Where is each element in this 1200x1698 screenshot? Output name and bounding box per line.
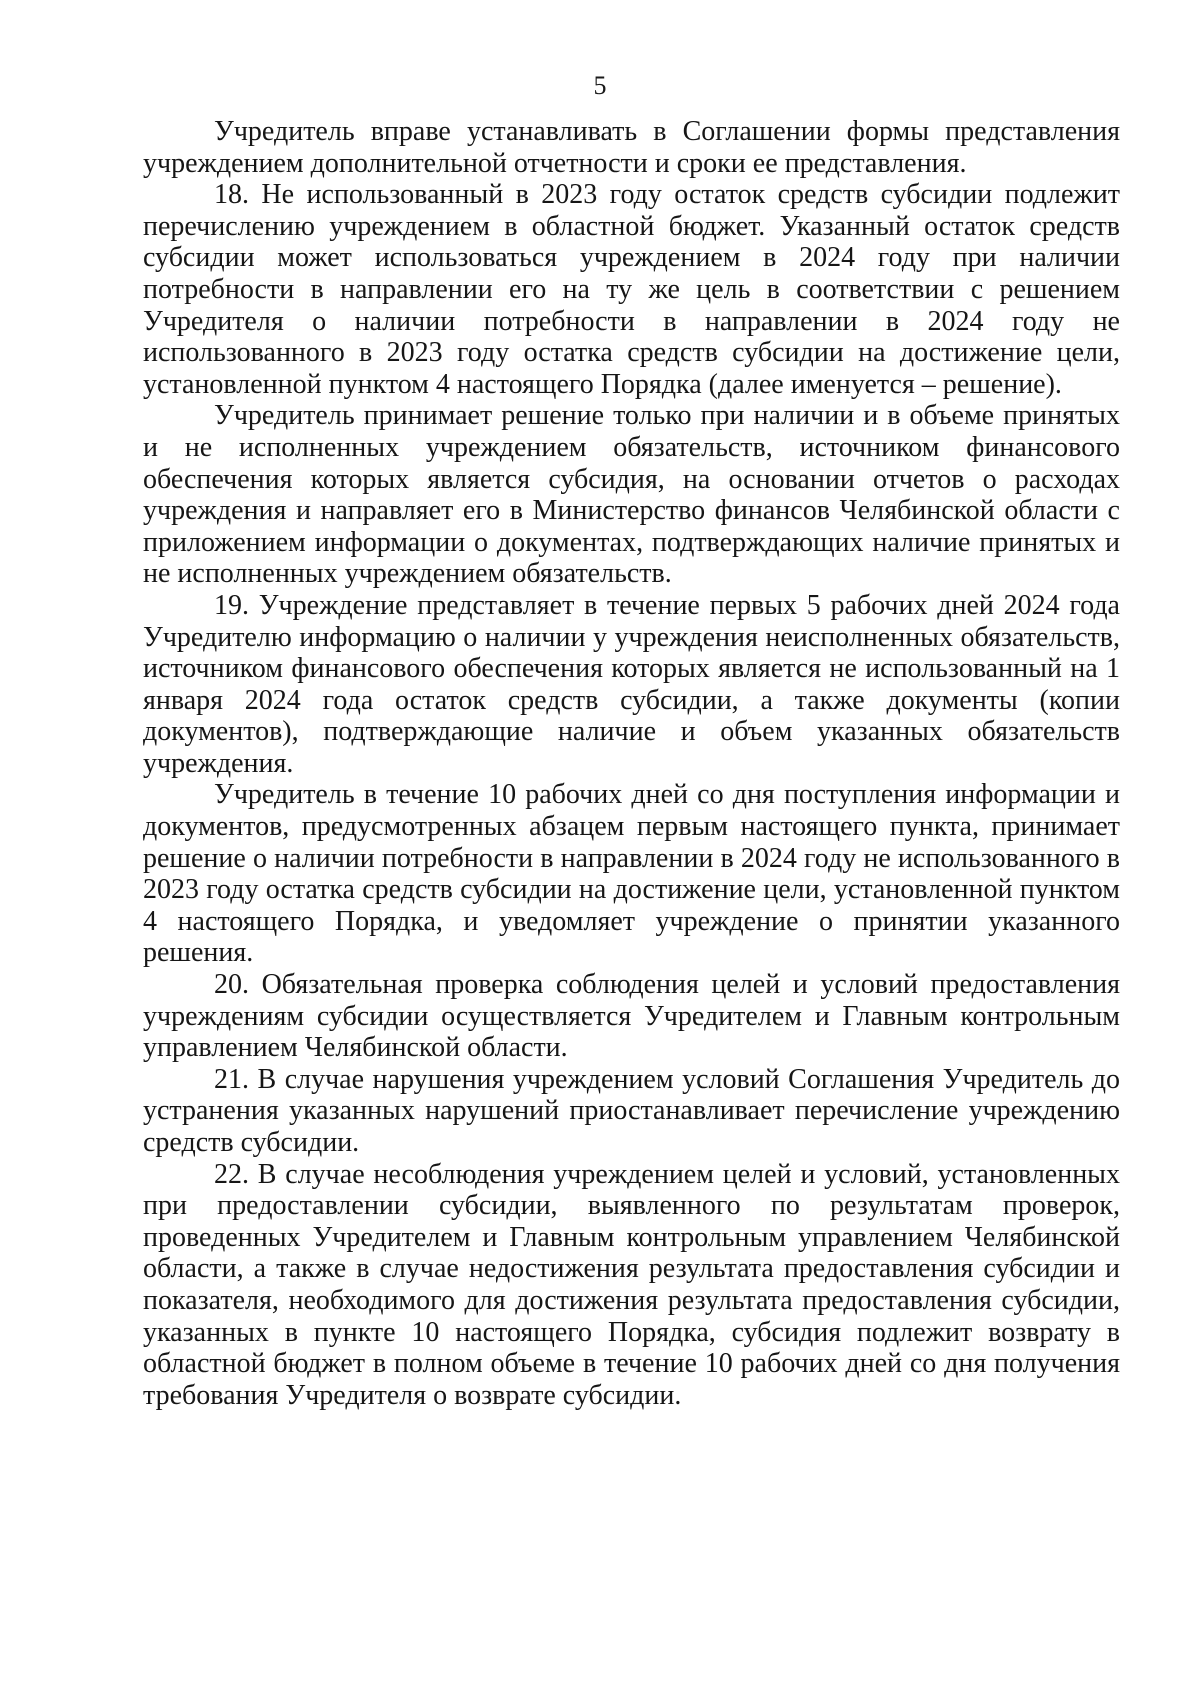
paragraph-item-18: 18. Не использованный в 2023 году остаток средств субсидии подлежит перечислению учреждением в областной бюджет. Указанный остаток средств субсидии может использоваться учреждением в 2024 году при наличии потребности в направлении его на ту же цель в соответствии с решением Учредителя о наличии потребности в направлении в 2024 году не использованного в 2023 году остатка средств субсидии на достижение цели, установленной пунктом 4 настоящего Порядка (далее именуется – решение). [143,179,1120,400]
paragraph-founder-reporting-forms: Учредитель вправе устанавливать в Соглашении формы представления учреждением дополнительной отчетности и сроки ее представления. [143,116,1120,179]
paragraph-item-21: 21. В случае нарушения учреждением условий Соглашения Учредитель до устранения указанных нарушений приостанавливает перечисление учреждению средств субсидии. [143,1063,1120,1158]
paragraph-founder-ten-days: Учредитель в течение 10 рабочих дней со дня поступления информации и документов, предусмотренных абзацем первым настоящего пункта, принимает решение о наличии потребности в направлении в 2024 году не использованного в 2023 году остатка средств субсидии на достижение цели, установленной пунктом 4 настоящего Порядка, и уведомляет учреждение о принятии указанного решения. [143,779,1120,969]
document-body [143,116,1120,1411]
paragraph-item-19: 19. Учреждение представляет в течение первых 5 рабочих дней 2024 года Учредителю информацию о наличии у учреждения неисполненных обязательств, источником финансового обеспечения которых является не использованный на 1 января 2024 года остаток средств субсидии, а также документы (копии документов), подтверждающие наличие и объем указанных обязательств учреждения. [143,589,1120,779]
page-number: 5 [593,71,607,100]
paragraph-item-20: 20. Обязательная проверка соблюдения целей и условий предоставления учреждениям субсидии осуществляется Учредителем и Главным контрольным управлением Челябинской области. [143,969,1120,1064]
paragraph-founder-decision: Учредитель принимает решение только при наличии и в объеме принятых и не исполненных учреждением обязательств, источником финансового обеспечения которых является субсидия, на основании отчетов о расходах учреждения и направляет его в Министерство финансов Челябинской области с приложением информации о документах, подтверждающих наличие принятых и не исполненных учреждением обязательств. [143,400,1120,590]
paragraph-item-22: 22. В случае несоблюдения учреждением целей и условий, установленных при предоставлении субсидии, выявленного по результатам проверок, проведенных Учредителем и Главным контрольным управлением Челябинской области, а также в случае недостижения результата предоставления субсидии и показателя, необходимого для достижения результата предоставления субсидии, указанных в пункте 10 настоящего Порядка, субсидия подлежит возврату в областной бюджет в полном объеме в течение 10 рабочих дней со дня получения требования Учредителя о возврате субсидии. [143,1158,1120,1411]
